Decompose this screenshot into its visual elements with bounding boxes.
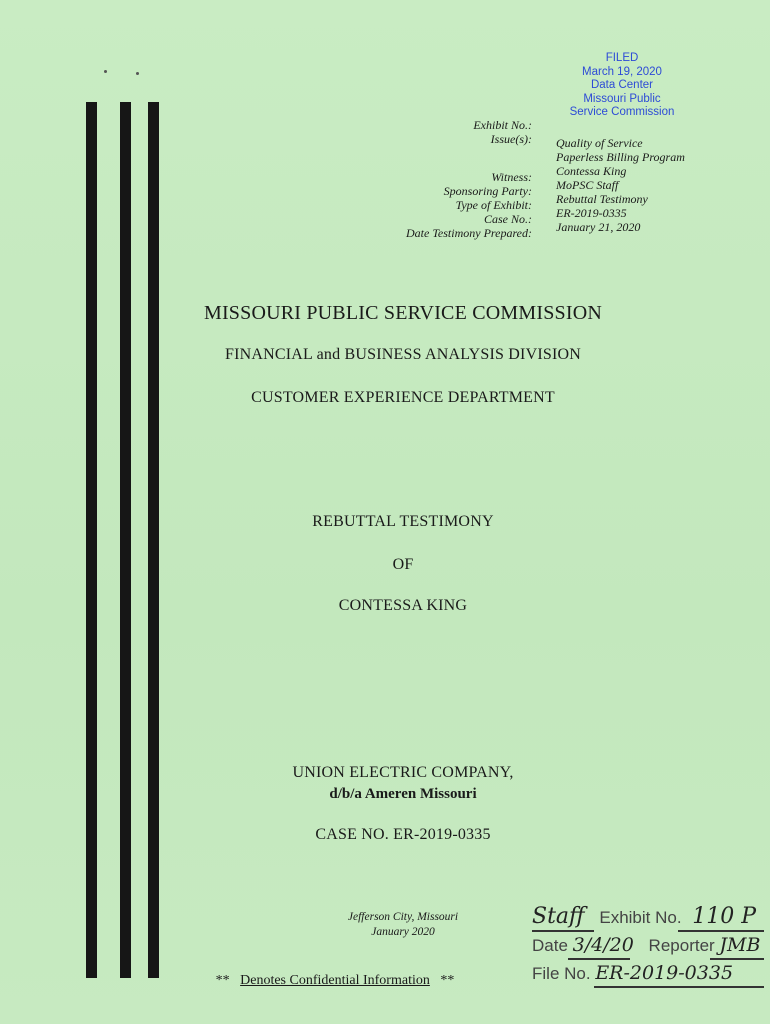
info-label: Sponsoring Party: — [443, 184, 532, 198]
info-label: Witness: — [491, 170, 532, 184]
binder-bar-middle — [120, 102, 131, 978]
info-value: ER-2019-0335 — [556, 206, 627, 220]
date-handwriting: 3/4/20 — [572, 934, 634, 956]
stamp-line: Service Commission — [569, 106, 675, 118]
info-label: Type of Exhibit: — [455, 198, 532, 212]
testimony-title: REBUTTAL TESTIMONY — [312, 513, 494, 530]
date-underline — [568, 958, 630, 960]
info-value: Paperless Billing Program — [556, 150, 685, 164]
binder-bar-left — [86, 102, 97, 978]
exhibit-info-labels — [360, 118, 532, 240]
info-label-spacer — [360, 146, 532, 170]
exhibit-label: Exhibit No. — [599, 908, 682, 927]
confidential-notice — [60, 973, 610, 989]
punch-dot — [136, 72, 139, 75]
file-label: File No. — [532, 964, 591, 983]
filed-stamp — [560, 52, 684, 120]
testimony-of: OF — [392, 556, 414, 573]
footer-city: Jefferson City, Missouri — [347, 911, 459, 923]
stamp-line: Data Center — [590, 79, 653, 91]
confidential-prefix: ** — [215, 973, 230, 988]
commission-heading: MISSOURI PUBLIC SERVICE COMMISSION — [203, 302, 603, 324]
info-label: Case No.: — [484, 212, 532, 226]
stamp-line: March 19, 2020 — [582, 65, 662, 78]
reporter-underline — [710, 958, 764, 960]
info-value: January 21, 2020 — [556, 220, 641, 234]
info-value: Contessa King — [556, 164, 627, 178]
case-number: CASE NO. ER-2019-0335 — [315, 826, 491, 843]
confidential-text: Denotes Confidential Information — [240, 973, 430, 988]
info-label: Exhibit No.: — [473, 118, 532, 132]
witness-name: CONTESSA KING — [338, 597, 468, 614]
info-label: Date Testimony Prepared: — [406, 226, 532, 240]
binder-bar-right — [148, 102, 159, 978]
info-value: Quality of Service — [556, 136, 643, 150]
company-dba: d/b/a Ameren Missouri — [329, 786, 477, 802]
party-underline — [532, 930, 594, 932]
info-value: MoPSC Staff — [556, 178, 619, 192]
file-number-handwriting: ER-2019-0335 — [595, 962, 734, 984]
exhibit-stamp — [532, 902, 766, 992]
reporter-label: Reporter — [648, 936, 715, 955]
footer-date: January 2020 — [371, 926, 435, 938]
party-handwriting: Staff — [532, 904, 585, 929]
exhibit-info-values — [556, 136, 756, 234]
stamp-line: Missouri Public — [583, 92, 661, 105]
info-label: Issue(s): — [490, 132, 532, 146]
reporter-handwriting: JMB — [719, 934, 761, 956]
division-heading: FINANCIAL and BUSINESS ANALYSIS DIVISION — [224, 346, 582, 363]
department-heading: CUSTOMER EXPERIENCE DEPARTMENT — [251, 389, 555, 406]
punch-dot — [104, 70, 107, 73]
exhibit-underline — [678, 930, 764, 932]
confidential-suffix: ** — [440, 973, 455, 988]
company-name: UNION ELECTRIC COMPANY, — [292, 764, 514, 781]
file-underline — [594, 986, 764, 988]
info-value: Rebuttal Testimony — [556, 192, 648, 206]
exhibit-number-handwriting: 110 P — [692, 904, 757, 929]
date-label: Date — [532, 936, 568, 955]
stamp-line: FILED — [605, 52, 639, 64]
